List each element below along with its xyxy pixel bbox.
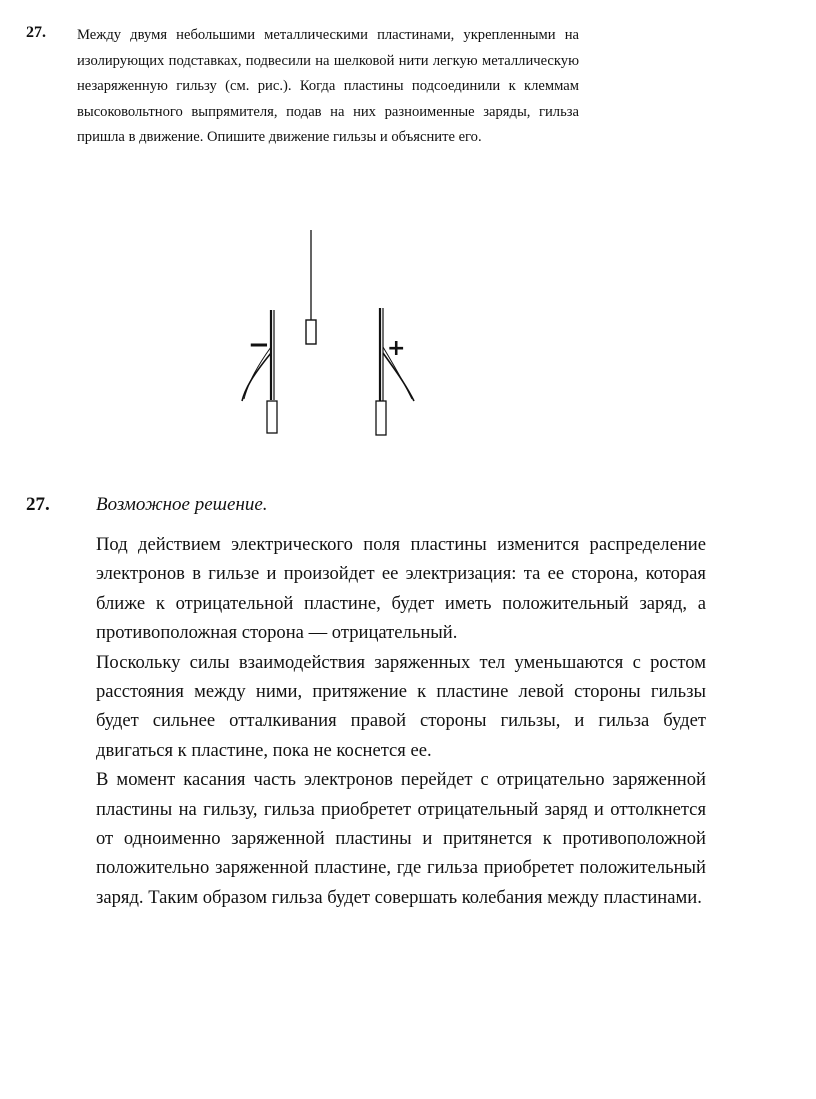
solution-number: 27. [26,494,50,515]
left-plate-sign: − [248,330,270,360]
problem-text: Между двумя небольшими металлическими пластинами, укрепленными на изолирующих подставках, подвесили на шелковой нити легкую металлическую незаряженную гильзу (см. рис.). Когда пластины подсоединили к клеммам высоковольтного выпрямителя, подав на них разноименные заряды, гильза пришла в движение. Опишите движение гильзы и объясните его. [77,27,579,146]
metal-sleeve [306,320,316,344]
solution-paragraph: Под действием электрического поля пластины изменится распределение электронов в гильзе и произойдет ее электризация: та ее сторона, которая ближе к отрицательной пластине, будет иметь положительный заряд, а противоположная сторона — отрицательный. [96,534,706,644]
problem-number: 27. [26,24,46,41]
experiment-figure [230,225,430,440]
solution-body [96,530,706,912]
left-insulating-stand [267,401,277,433]
right-plate-sign: + [387,336,406,361]
solution-paragraph: Поскольку силы взаимодействия заряженных тел уменьшаются с ростом расстояния между ними, притяжение к пластине левой стороны гильзы будет сильнее отталкивания правой стороны гильзы, и гильза будет двигаться к пластине, пока не коснется ее. [96,651,706,761]
solution-paragraph: В момент касания часть электронов перейдет с отрицательно заряженной пластины на гильзу, гильза приобретет отрицательный заряд и оттолкнется от одноименно заряженной пластины и притянется к противоположной положительно заряженной пластине, где гильза приобретет положительный заряд. Таким образом гильза будет совершать колебания между пластинами. [96,769,706,908]
solution-title: Возможное решение. [96,494,268,515]
right-insulating-stand [376,401,386,435]
